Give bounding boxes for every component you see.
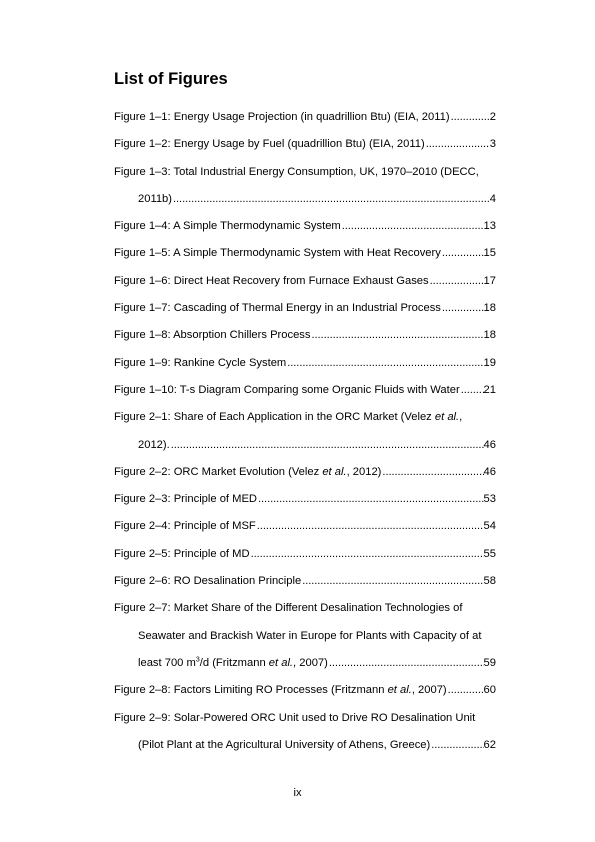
figure-entry-line (114, 712, 496, 739)
figure-page-number: 46 (483, 465, 496, 478)
figure-entry-line (114, 220, 496, 247)
figure-page-number: 15 (483, 247, 496, 260)
figure-entry-text: least 700 $m^3/d$ (Fritzmann et al., 2007) (138, 656, 328, 669)
figure-page-number: 55 (483, 547, 496, 560)
figure-entry-text: Figure 1–10: T-s Diagram Comparing some Organic Fluids with Water (114, 383, 460, 396)
figure-page-number: 59 (483, 656, 496, 669)
dot-leader (328, 657, 484, 670)
figure-entry-line (114, 384, 496, 411)
figure-entry-text: Figure 1–1: Energy Usage Projection (in quadrillion Btu) (EIA, 2011) (114, 111, 450, 123)
figure-entry-line (114, 630, 496, 657)
figure-page-number: 3 (489, 138, 496, 151)
dot-leader (257, 493, 484, 506)
figure-entry-line (114, 657, 496, 684)
figure-page-number: 58 (483, 575, 496, 588)
figure-page-number: 54 (483, 520, 496, 533)
figure-entry-line (114, 439, 496, 466)
list-of-figures-heading: List of Figures (114, 70, 228, 88)
page-number: ix (293, 787, 302, 799)
figure-page-number: 60 (483, 684, 496, 697)
dot-leader (381, 466, 483, 479)
figure-page-number: 4 (489, 192, 496, 205)
figure-entry-text: Seawater and Brackish Water in Europe for Plants with Capacity of at (138, 629, 482, 642)
figure-entry-text: (Pilot Plant at the Agricultural University of Athens, Greece) (138, 738, 431, 751)
dot-leader (170, 439, 484, 452)
figure-entry-line (114, 329, 496, 356)
dot-leader (441, 247, 484, 260)
figure-entry-line (114, 275, 496, 302)
figure-entry-line (114, 575, 496, 602)
figure-entry-text: Figure 2–5: Principle of MD (114, 547, 250, 560)
figure-entry-text: Figure 1–3: Total Industrial Energy Consumption, UK, 1970–2010 (DECC, (114, 165, 479, 178)
figure-entry-line (114, 138, 496, 165)
figure-entry-text: 2012). (138, 438, 170, 451)
figure-entry-line (114, 602, 496, 629)
figure-page-number: 18 (483, 302, 496, 315)
dot-leader (425, 138, 490, 151)
figure-entry-line (114, 166, 496, 193)
figure-entry-text: Figure 1–6: Direct Heat Recovery from Furnace Exhaust Gases (114, 274, 429, 287)
figure-entry-line (114, 520, 496, 547)
dot-leader (429, 275, 484, 288)
figure-entry-line (114, 111, 496, 138)
figure-page-number: 18 (483, 329, 496, 342)
figure-entry-text: Figure 2–6: RO Desalination Principle (114, 575, 302, 588)
dot-leader (460, 384, 484, 397)
figure-page-number: 53 (483, 493, 496, 506)
figure-page-number: 46 (483, 438, 496, 451)
figure-entry-line (114, 493, 496, 520)
figure-page-number: 62 (483, 738, 496, 751)
figure-page-number: 2 (489, 111, 496, 123)
figure-page-number: 17 (483, 274, 496, 287)
figure-entry-text: Figure 2–2: ORC Market Evolution (Velez et al., 2012) (114, 465, 382, 478)
figure-entry-line (114, 302, 496, 329)
figure-entry-text: Figure 1–7: Cascading of Thermal Energy in an Industrial Process (114, 302, 441, 315)
figure-entry-text: 2011b) (138, 192, 173, 205)
figure-entry-text: Figure 2–7: Market Share of the Different Desalination Technologies of (114, 602, 463, 615)
figure-entry-line (114, 411, 496, 438)
figure-entry-text: Figure 1–5: A Simple Thermodynamic System with Heat Recovery (114, 247, 441, 260)
figure-page-number: 21 (483, 383, 496, 396)
figure-entry-line (114, 548, 496, 575)
dot-leader (447, 684, 484, 697)
figure-entry-text: Figure 2–8: Factors Limiting RO Processes (Fritzmann et al., 2007) (114, 684, 447, 697)
figure-page-number: 19 (483, 356, 496, 369)
dot-leader (450, 111, 490, 124)
figure-entry-line (114, 247, 496, 274)
figure-list (114, 111, 496, 766)
dot-leader (301, 575, 483, 588)
figure-entry-text: Figure 1–4: A Simple Thermodynamic System (114, 220, 341, 233)
figure-entry-line (114, 193, 496, 220)
figure-entry-text: Figure 2–1: Share of Each Application in the ORC Market (Velez et al., (114, 411, 463, 424)
figure-page-number: 13 (483, 220, 496, 233)
dot-leader (286, 357, 483, 370)
figure-entry-text: Figure 1–8: Absorption Chillers Process (114, 329, 311, 342)
dot-leader (256, 520, 484, 533)
figure-entry-text: Figure 1–9: Rankine Cycle System (114, 356, 287, 369)
dot-leader (441, 302, 484, 315)
figure-entry-line (114, 357, 496, 384)
figure-entry-line (114, 466, 496, 493)
figure-entry-text: Figure 2–3: Principle of MED (114, 493, 258, 506)
dot-leader (172, 193, 490, 206)
dot-leader (430, 739, 483, 752)
figure-entry-line (114, 684, 496, 711)
dot-leader (311, 329, 484, 342)
figure-entry-text: Figure 2–4: Principle of MSF (114, 520, 256, 533)
dot-leader (341, 220, 484, 233)
figure-entry-text: Figure 2–9: Solar-Powered ORC Unit used to Drive RO Desalination Unit (114, 711, 476, 724)
figure-entry-text: Figure 1–2: Energy Usage by Fuel (quadrillion Btu) (EIA, 2011) (114, 138, 425, 151)
figure-entry-line (114, 739, 496, 766)
dot-leader (250, 548, 484, 561)
